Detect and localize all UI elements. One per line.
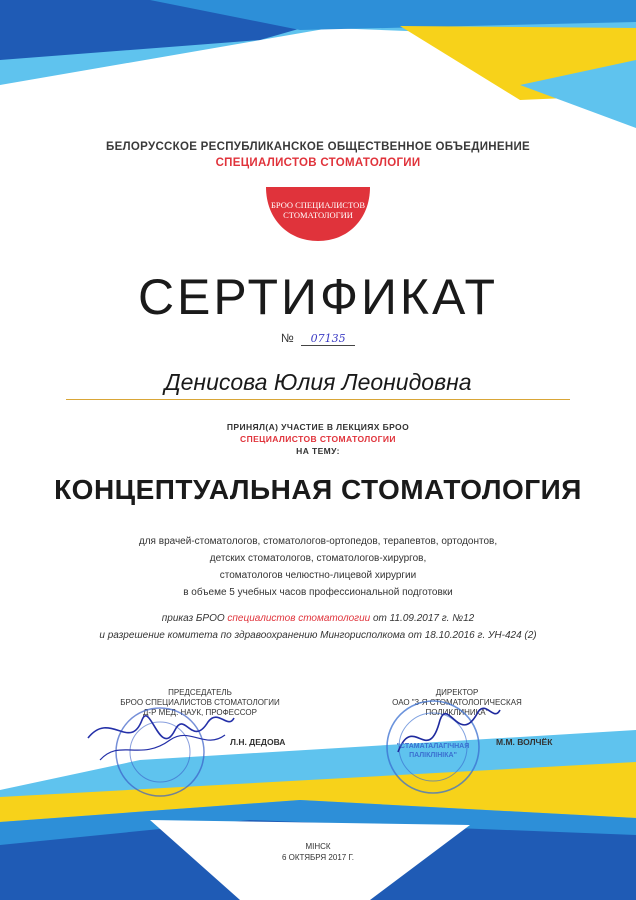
right-signer-title-2: ОАО "3-Я СТОМАТОЛОГИЧЕСКАЯ <box>392 698 522 707</box>
footer-city: МІНСК <box>305 842 331 851</box>
right-signer-name: М.М. ВОЛЧЁК <box>496 737 553 747</box>
right-signer-title-1: ДИРЕКТОР <box>435 688 479 697</box>
participation-line-3: НА ТЕМУ: <box>296 446 340 456</box>
audience-line: детских стоматологов, стоматологов-хирургов, <box>209 553 427 564</box>
footer-date: 6 ОКТЯБРЯ 2017 Г. <box>281 853 355 862</box>
organization-badge-text: БРОО СПЕЦИАЛИСТОВ СТОМАТОЛОГИИ <box>271 200 365 220</box>
number-value: 07135 <box>301 332 355 346</box>
organization-name-red: СПЕЦИАЛИСТОВ СТОМАТОЛОГИИ <box>215 157 421 169</box>
order-line-2: и разрешение комитета по здравоохранению Мингорисполкома от 18.10.2016 г. УН-424 (2) <box>99 630 537 641</box>
order-line-1: приказ БРОО специалистов стоматологии от 11.09.2017 г. №12 <box>161 613 475 624</box>
certificate-number <box>0 331 636 346</box>
audience-line: для врачей-стоматологов, стоматологов-ортопедов, терапевтов, ортодонтов, <box>138 536 498 547</box>
lecture-topic: КОНЦЕПТУАЛЬНАЯ СТОМАТОЛОГИЯ <box>54 474 582 505</box>
left-signer-name: Л.Н. ДЕДОВА <box>230 737 286 747</box>
left-stamp-and-signature <box>80 690 240 800</box>
left-signer-title-1: ПРЕДСЕДАТЕЛЬ <box>168 688 232 697</box>
audience-line: в объеме 5 учебных часов профессиональной подготовки <box>183 587 453 598</box>
number-label: № <box>280 331 294 345</box>
stamp-text-1: "СТАМАТАЛАГІЧНАЯ <box>396 743 470 750</box>
participation-line-1: ПРИНЯЛ(А) УЧАСТИЕ В ЛЕКЦИЯХ БРОО <box>226 422 410 432</box>
stamp-text-2: ПАЛІКЛІНІКА" <box>409 752 457 759</box>
left-signer-title-3: Д-Р МЕД. НАУК, ПРОФЕССОР <box>143 708 257 717</box>
recipient-name: Денисова Юлия Леонидовна <box>164 369 472 395</box>
left-signer-title-2: БРОО СПЕЦИАЛИСТОВ СТОМАТОЛОГИИ <box>120 698 280 707</box>
audience-line: стоматологов челюстно-лицевой хирургии <box>219 570 417 581</box>
certificate-title: СЕРТИФИКАТ <box>137 269 499 325</box>
name-underline <box>66 399 570 400</box>
right-stamp-and-signature <box>368 692 503 797</box>
right-signer-title-3: ПОЛИКЛИНИКА" <box>425 708 489 717</box>
organization-name: БЕЛОРУССКОЕ РЕСПУБЛИКАНСКОЕ ОБЩЕСТВЕННОЕ ОБЪЕДИНЕНИЕ <box>106 141 530 153</box>
participation-line-2: СПЕЦИАЛИСТОВ СТОМАТОЛОГИИ <box>240 434 396 444</box>
